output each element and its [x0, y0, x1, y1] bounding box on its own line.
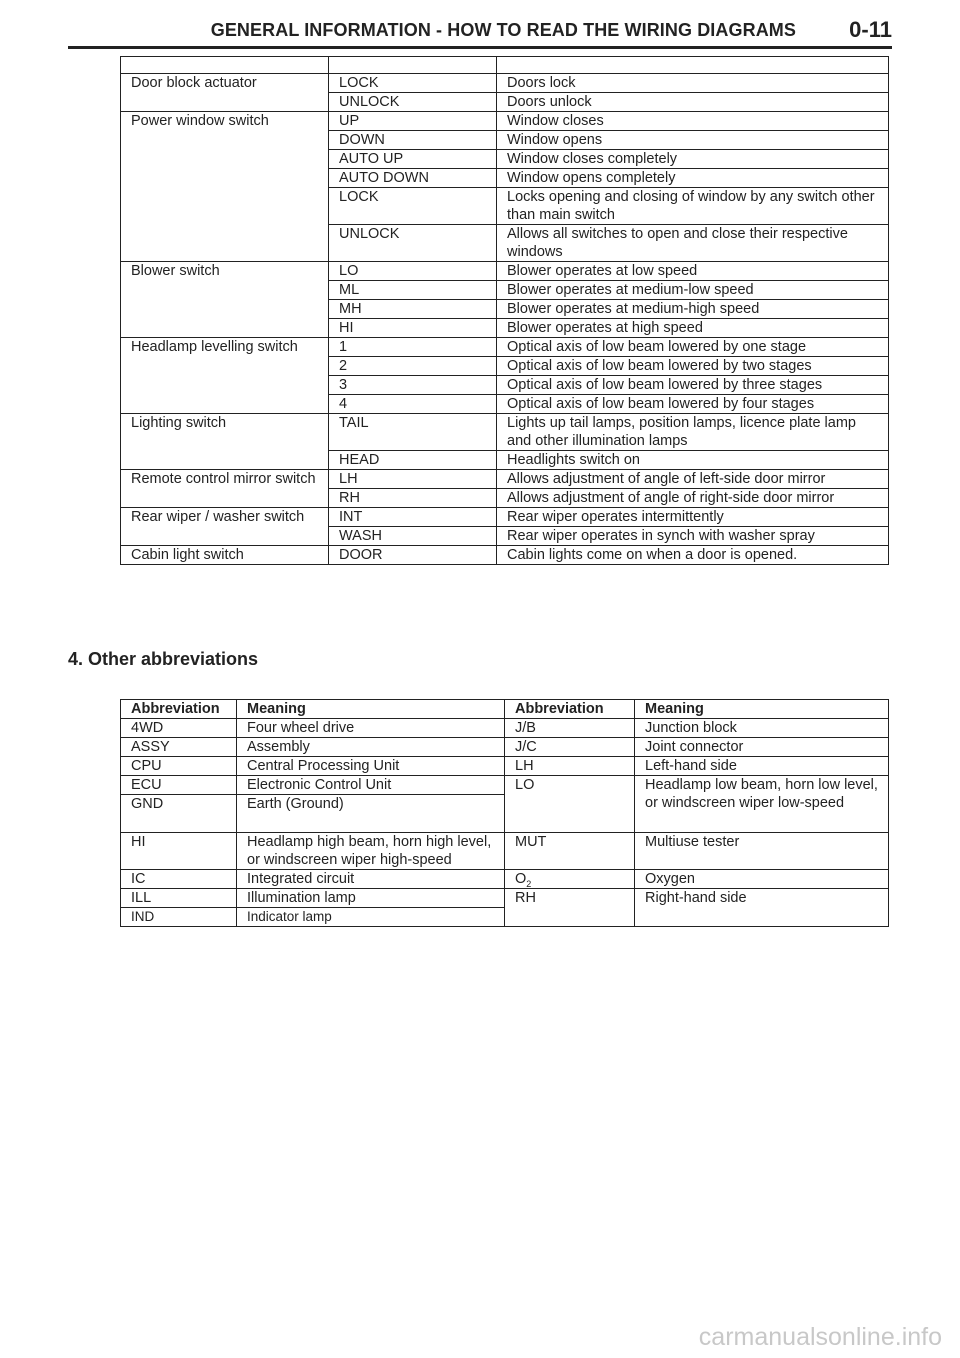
- abbreviation-table: [120, 699, 889, 927]
- column-header: Abbreviation: [121, 700, 237, 719]
- page-title: GENERAL INFORMATION - HOW TO READ THE WIRING DIAGRAMS: [210, 20, 796, 40]
- meaning-cell: Integrated circuit: [237, 870, 505, 889]
- function-cell: Optical axis of low beam lowered by one stage: [497, 338, 889, 357]
- abbreviation-cell: ECU: [121, 776, 237, 795]
- page-header: [68, 18, 892, 49]
- function-cell: Doors lock: [497, 74, 889, 93]
- switch-position-cell: UP: [329, 112, 497, 131]
- clipped-row: [121, 57, 889, 74]
- table-row: [121, 546, 889, 565]
- table-row: [121, 112, 889, 131]
- function-cell: Optical axis of low beam lowered by three stages: [497, 376, 889, 395]
- switch-name-cell: Blower switch: [121, 262, 329, 338]
- table-row: [121, 508, 889, 527]
- meaning-cell: Illumination lamp: [237, 889, 505, 908]
- clipped-cell: [121, 57, 329, 74]
- table-row: [121, 262, 889, 281]
- switch-function-table: [120, 56, 889, 565]
- function-cell: Window opens completely: [497, 169, 889, 188]
- table-row: [121, 414, 889, 451]
- function-cell: Blower operates at low speed: [497, 262, 889, 281]
- function-cell: Cabin lights come on when a door is opened.: [497, 546, 889, 565]
- column-header: Meaning: [237, 700, 505, 719]
- switch-position-cell: LO: [329, 262, 497, 281]
- abbreviation-cell: CPU: [121, 757, 237, 776]
- switch-position-cell: AUTO UP: [329, 150, 497, 169]
- abbreviation-cell: J/C: [505, 738, 635, 757]
- watermark: carmanualsonline.info: [698, 1323, 942, 1351]
- switch-position-cell: MH: [329, 300, 497, 319]
- function-cell: Allows all switches to open and close their respective windows: [497, 225, 889, 262]
- switch-position-cell: DOWN: [329, 131, 497, 150]
- abbreviation-cell: HI: [121, 833, 237, 870]
- meaning-cell: Earth (Ground): [237, 795, 505, 833]
- meaning-cell: Assembly: [237, 738, 505, 757]
- section-heading: 4. Other abbreviations: [68, 649, 259, 669]
- function-cell: Allows adjustment of angle of right-side door mirror: [497, 489, 889, 508]
- switch-position-cell: AUTO DOWN: [329, 169, 497, 188]
- switch-position-cell: 4: [329, 395, 497, 414]
- function-cell: Blower operates at high speed: [497, 319, 889, 338]
- abbreviation-cell: RH: [505, 889, 635, 927]
- function-cell: Blower operates at medium-low speed: [497, 281, 889, 300]
- function-cell: Window closes: [497, 112, 889, 131]
- function-cell: Rear wiper operates intermittently: [497, 508, 889, 527]
- column-header: Meaning: [635, 700, 889, 719]
- meaning-cell: Right-hand side: [635, 889, 889, 927]
- table-row: [121, 757, 889, 776]
- table-row: [121, 889, 889, 908]
- oxygen-subscript: 2: [526, 878, 532, 889]
- switch-name-cell: Cabin light switch: [121, 546, 329, 565]
- meaning-cell: Electronic Control Unit: [237, 776, 505, 795]
- table-row: [121, 738, 889, 757]
- meaning-cell: Multiuse tester: [635, 833, 889, 870]
- function-cell: Optical axis of low beam lowered by two stages: [497, 357, 889, 376]
- table-row: [121, 870, 889, 889]
- abbreviation-cell: MUT: [505, 833, 635, 870]
- switch-position-cell: INT: [329, 508, 497, 527]
- table-row: [121, 776, 889, 795]
- switch-position-cell: 3: [329, 376, 497, 395]
- abbreviation-cell: 4WD: [121, 719, 237, 738]
- abbreviation-cell: LO: [505, 776, 635, 833]
- function-cell: Blower operates at medium-high speed: [497, 300, 889, 319]
- switch-name-cell: Remote control mirror switch: [121, 470, 329, 508]
- function-cell: Window opens: [497, 131, 889, 150]
- meaning-cell: Four wheel drive: [237, 719, 505, 738]
- meaning-cell: Headlamp high beam, horn high level, or windscreen wiper high-speed: [237, 833, 505, 870]
- page-number: 0-11: [849, 17, 892, 42]
- switch-position-cell: WASH: [329, 527, 497, 546]
- switch-position-cell: LH: [329, 470, 497, 489]
- switch-position-cell: LOCK: [329, 188, 497, 225]
- switch-position-cell: UNLOCK: [329, 93, 497, 112]
- switch-name-cell: Door block actuator: [121, 74, 329, 112]
- abbreviation-cell: LH: [505, 757, 635, 776]
- clipped-cell: [329, 57, 497, 74]
- clipped-cell: [497, 57, 889, 74]
- function-cell: Allows adjustment of angle of left-side door mirror: [497, 470, 889, 489]
- function-cell: Headlights switch on: [497, 451, 889, 470]
- abbreviation-cell: ASSY: [121, 738, 237, 757]
- abbreviation-cell: IC: [121, 870, 237, 889]
- table-row: [121, 719, 889, 738]
- table-row: [121, 74, 889, 93]
- function-cell: Lights up tail lamps, position lamps, licence plate lamp and other illumination lamps: [497, 414, 889, 451]
- meaning-cell: Left-hand side: [635, 757, 889, 776]
- table-row: [121, 338, 889, 357]
- switch-position-cell: HI: [329, 319, 497, 338]
- table-row: [121, 833, 889, 870]
- table-row: [121, 470, 889, 489]
- switch-position-cell: RH: [329, 489, 497, 508]
- abbreviation-cell: GND: [121, 795, 237, 833]
- switch-position-cell: DOOR: [329, 546, 497, 565]
- abbreviation-cell: J/B: [505, 719, 635, 738]
- switch-name-cell: Headlamp levelling switch: [121, 338, 329, 414]
- meaning-cell: Central Processing Unit: [237, 757, 505, 776]
- meaning-cell: Headlamp low beam, horn low level, or windscreen wiper low-speed: [635, 776, 889, 833]
- switch-position-cell: LOCK: [329, 74, 497, 93]
- function-cell: Doors unlock: [497, 93, 889, 112]
- meaning-cell: Indicator lamp: [237, 908, 505, 927]
- switch-position-cell: HEAD: [329, 451, 497, 470]
- switch-position-cell: 2: [329, 357, 497, 376]
- switch-name-cell: Rear wiper / washer switch: [121, 508, 329, 546]
- function-cell: Window closes completely: [497, 150, 889, 169]
- meaning-cell: Oxygen: [635, 870, 889, 889]
- function-cell: Locks opening and closing of window by any switch other than main switch: [497, 188, 889, 225]
- abbreviation-cell: [505, 870, 635, 889]
- column-header: Abbreviation: [505, 700, 635, 719]
- abbreviation-cell: ILL: [121, 889, 237, 908]
- function-cell: Rear wiper operates in synch with washer spray: [497, 527, 889, 546]
- switch-name-cell: Power window switch: [121, 112, 329, 262]
- switch-position-cell: TAIL: [329, 414, 497, 451]
- switch-position-cell: ML: [329, 281, 497, 300]
- oxygen-symbol: O: [515, 871, 527, 887]
- meaning-cell: Joint connector: [635, 738, 889, 757]
- switch-position-cell: UNLOCK: [329, 225, 497, 262]
- switch-position-cell: 1: [329, 338, 497, 357]
- switch-name-cell: Lighting switch: [121, 414, 329, 470]
- function-cell: Optical axis of low beam lowered by four stages: [497, 395, 889, 414]
- meaning-cell: Junction block: [635, 719, 889, 738]
- table-header-row: [121, 700, 889, 719]
- abbreviation-cell: IND: [121, 908, 237, 927]
